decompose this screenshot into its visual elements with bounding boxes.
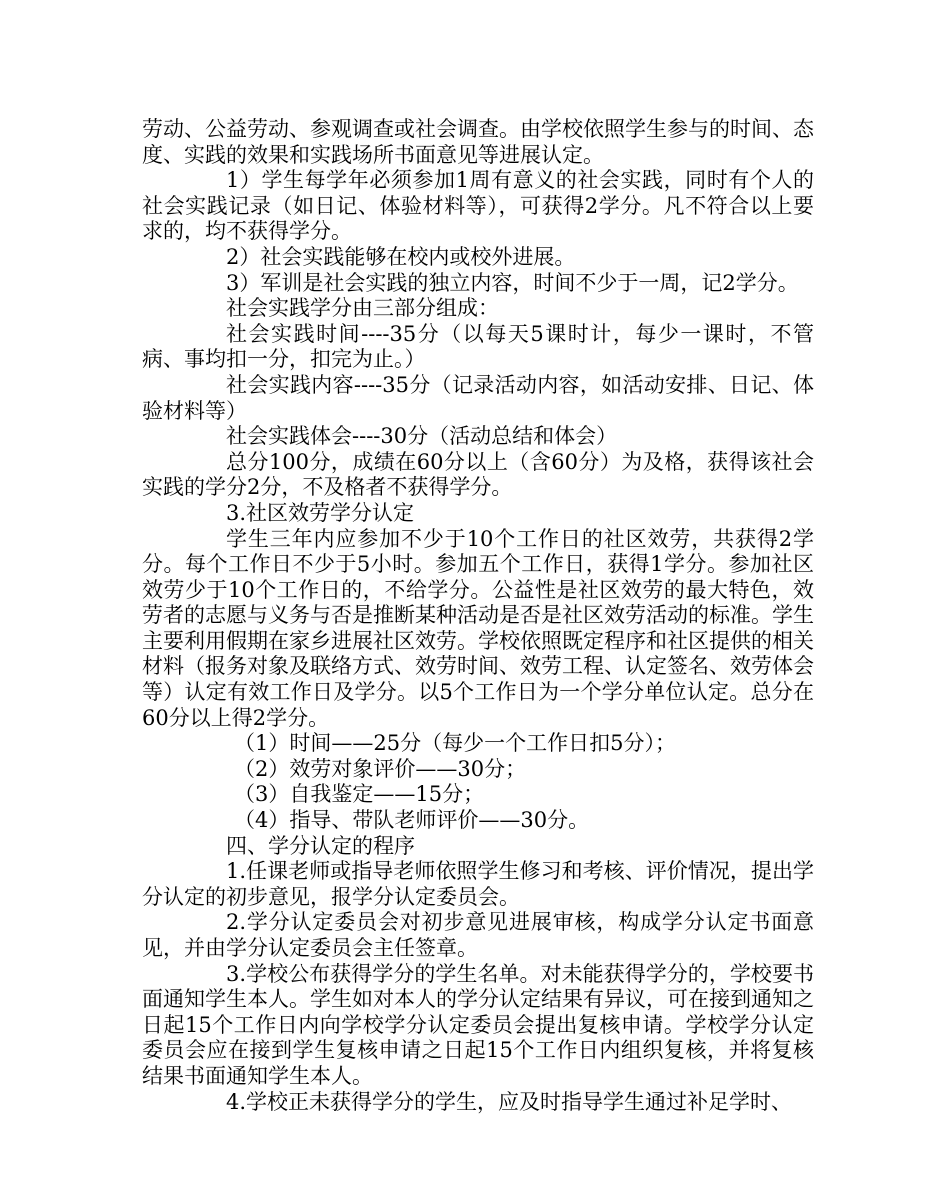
document-page [142,117,814,1115]
paragraph: 学生三年内应参加不少于10个工作日的社区效劳，共获得2学分。每个工作日不少于5小时。参加五个工作日，获得1学分。参加社区效劳少于10个工作日的，不给学分。公益性是社区效劳的最大特色，效劳者的志愿与义务与否是推断某种活动是否是社区效劳活动的标准。学生主要利用假期在家乡进展社区效劳。学校依照既定程序和社区提供的相关材料（报务对象及联络方式、效劳时间、效劳工程、认定签名、效劳体会等）认定有效工作日及学分。以5个工作日为一个学分单位认定。总分在60分以上得2学分。 [142,526,814,730]
paragraph: 3.学校公布获得学分的学生名单。对未能获得学分的，学校要书面通知学生本人。学生如对本人的学分认定结果有异议，可在接到通知之日起15个工作日内向学校学分认定委员会提出复核申请。学校学分认定委员会应在接到学生复核申请之日起15个工作日内组织复核，并将复核结果书面通知学生本人。 [142,961,814,1088]
paragraph: 2）社会实践能够在校内或校外进展。 [226,244,576,269]
list-item: （1）时间——25分（每少一个工作日扣5分）； [234,731,676,756]
paragraph: 劳动、公益劳动、参观调查或社会调查。由学校依照学生参与的时间、态度、实践的效果和实践场所书面意见等进展认定。 [142,117,814,167]
section-heading: 3.社区效劳学分认定 [226,500,415,525]
list-item: （3）自我鉴定——15分； [234,782,485,807]
paragraph: 1.任课老师或指导老师依照学生修习和考核、评价情况，提出学分认定的初步意见，报学分认定委员会。 [142,859,814,909]
paragraph: 3）军训是社会实践的独立内容，时间不少于一周，记2学分。 [226,270,799,295]
paragraph: 社会实践体会----30分（活动总结和体会） [226,424,618,449]
list-item: （4）指导、带队老师评价——30分。 [234,808,590,833]
paragraph: 社会实践学分由三部分组成： [226,296,499,321]
paragraph: 总分100分，成绩在60分以上（含60分）为及格，获得该社会实践的学分2分，不及格者不获得学分。 [142,449,814,500]
paragraph: 社会实践内容----35分（记录活动内容，如活动安排、日记、体验材料等） [142,372,814,423]
paragraph: 社会实践时间----35分（以每天5课时计，每少一课时，不管病、事均扣一分，扣完为止。） [142,321,814,372]
list-item: （2）效劳对象评价——30分； [234,756,527,781]
paragraph: 4.学校正未获得学分的学生，应及时指导学生通过补足学时、 [226,1089,793,1114]
section-heading: 四、学分认定的程序 [226,833,415,858]
paragraph: 1）学生每学年必须参加1周有意义的社会实践，同时有个人的社会实践记录（如日记、体验材料等），可获得2学分。凡不符合以上要求的，均不获得学分。 [142,168,814,244]
paragraph: 2.学分认定委员会对初步意见进展审核，构成学分认定书面意见，并由学分认定委员会主任签章。 [142,910,814,960]
